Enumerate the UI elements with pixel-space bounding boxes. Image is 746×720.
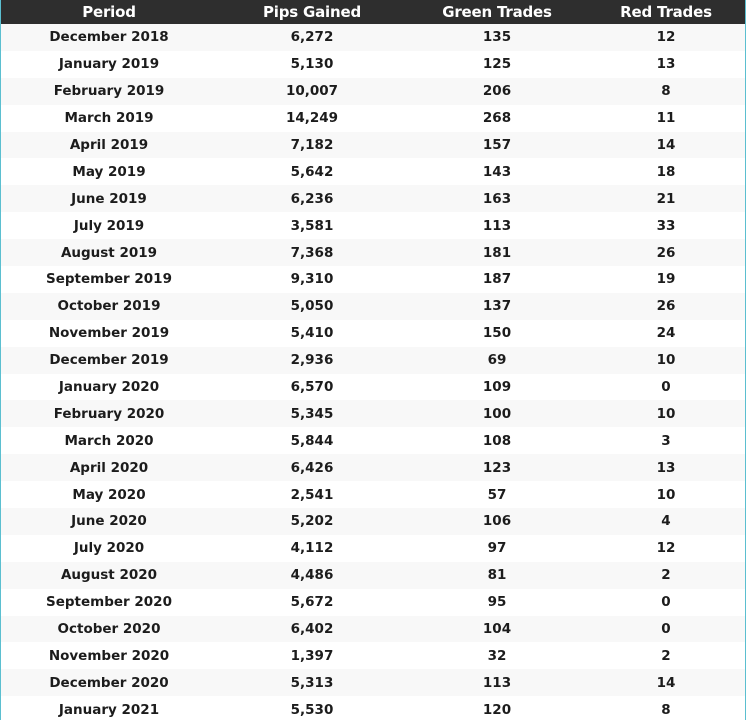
column-header-pips-gained: Pips Gained	[217, 0, 407, 24]
green-trades-cell: 143	[407, 158, 587, 185]
period-cell: March 2020	[1, 427, 217, 454]
green-trades-cell: 95	[407, 589, 587, 616]
table-header	[1, 0, 745, 24]
table-row	[1, 347, 745, 374]
red-trades-cell: 21	[587, 185, 745, 212]
table-row	[1, 481, 745, 508]
green-trades-cell: 113	[407, 669, 587, 696]
pips-gained-cell: 6,272	[217, 24, 407, 51]
red-trades-cell: 4	[587, 508, 745, 535]
green-trades-cell: 181	[407, 239, 587, 266]
period-cell: December 2018	[1, 24, 217, 51]
period-cell: February 2019	[1, 78, 217, 105]
period-cell: June 2019	[1, 185, 217, 212]
pips-gained-cell: 6,402	[217, 616, 407, 643]
red-trades-cell: 0	[587, 616, 745, 643]
pips-gained-cell: 5,313	[217, 669, 407, 696]
header-row	[1, 0, 745, 24]
pips-gained-cell: 6,236	[217, 185, 407, 212]
green-trades-cell: 268	[407, 105, 587, 132]
pips-gained-cell: 5,642	[217, 158, 407, 185]
table-row	[1, 105, 745, 132]
period-cell: November 2020	[1, 642, 217, 669]
table-row	[1, 400, 745, 427]
red-trades-cell: 12	[587, 535, 745, 562]
green-trades-cell: 163	[407, 185, 587, 212]
table-row	[1, 374, 745, 401]
red-trades-cell: 3	[587, 427, 745, 454]
table-row	[1, 535, 745, 562]
green-trades-cell: 104	[407, 616, 587, 643]
green-trades-cell: 150	[407, 320, 587, 347]
green-trades-cell: 97	[407, 535, 587, 562]
period-cell: January 2020	[1, 374, 217, 401]
table-body	[1, 24, 745, 720]
period-cell: February 2020	[1, 400, 217, 427]
table-row	[1, 669, 745, 696]
pips-gained-cell: 5,410	[217, 320, 407, 347]
pips-gained-cell: 3,581	[217, 212, 407, 239]
green-trades-cell: 109	[407, 374, 587, 401]
pips-gained-cell: 14,249	[217, 105, 407, 132]
green-trades-cell: 125	[407, 51, 587, 78]
period-cell: July 2019	[1, 212, 217, 239]
red-trades-cell: 10	[587, 400, 745, 427]
column-header-period: Period	[1, 0, 217, 24]
table-row	[1, 132, 745, 159]
pips-gained-cell: 5,672	[217, 589, 407, 616]
table-row	[1, 427, 745, 454]
green-trades-cell: 123	[407, 454, 587, 481]
table-row	[1, 293, 745, 320]
pips-gained-cell: 7,182	[217, 132, 407, 159]
pips-gained-cell: 2,541	[217, 481, 407, 508]
green-trades-cell: 106	[407, 508, 587, 535]
red-trades-cell: 13	[587, 454, 745, 481]
table-row	[1, 508, 745, 535]
table-row	[1, 642, 745, 669]
table-row	[1, 212, 745, 239]
red-trades-cell: 2	[587, 642, 745, 669]
table-row	[1, 239, 745, 266]
red-trades-cell: 8	[587, 696, 745, 720]
pips-gained-cell: 6,570	[217, 374, 407, 401]
pips-gained-cell: 4,486	[217, 562, 407, 589]
table-row	[1, 589, 745, 616]
pips-gained-cell: 1,397	[217, 642, 407, 669]
pips-gained-cell: 5,050	[217, 293, 407, 320]
table-row	[1, 51, 745, 78]
red-trades-cell: 18	[587, 158, 745, 185]
table-row	[1, 320, 745, 347]
red-trades-cell: 26	[587, 239, 745, 266]
table-row	[1, 78, 745, 105]
pips-gained-cell: 5,202	[217, 508, 407, 535]
period-cell: April 2020	[1, 454, 217, 481]
period-cell: November 2019	[1, 320, 217, 347]
period-cell: March 2019	[1, 105, 217, 132]
period-cell: October 2019	[1, 293, 217, 320]
period-cell: July 2020	[1, 535, 217, 562]
red-trades-cell: 26	[587, 293, 745, 320]
green-trades-cell: 157	[407, 132, 587, 159]
period-cell: December 2020	[1, 669, 217, 696]
red-trades-cell: 12	[587, 24, 745, 51]
period-cell: May 2020	[1, 481, 217, 508]
red-trades-cell: 13	[587, 51, 745, 78]
table-row	[1, 24, 745, 51]
red-trades-cell: 24	[587, 320, 745, 347]
green-trades-cell: 187	[407, 266, 587, 293]
red-trades-cell: 8	[587, 78, 745, 105]
green-trades-cell: 135	[407, 24, 587, 51]
green-trades-cell: 81	[407, 562, 587, 589]
column-header-red-trades: Red Trades	[587, 0, 745, 24]
period-cell: April 2019	[1, 132, 217, 159]
green-trades-cell: 108	[407, 427, 587, 454]
period-cell: May 2019	[1, 158, 217, 185]
red-trades-cell: 2	[587, 562, 745, 589]
green-trades-cell: 120	[407, 696, 587, 720]
table-row	[1, 454, 745, 481]
red-trades-cell: 19	[587, 266, 745, 293]
period-cell: October 2020	[1, 616, 217, 643]
table-row	[1, 185, 745, 212]
pips-gained-cell: 4,112	[217, 535, 407, 562]
pips-gained-cell: 7,368	[217, 239, 407, 266]
red-trades-cell: 10	[587, 347, 745, 374]
red-trades-cell: 33	[587, 212, 745, 239]
pips-gained-cell: 5,844	[217, 427, 407, 454]
table-row	[1, 616, 745, 643]
red-trades-cell: 0	[587, 589, 745, 616]
table-row	[1, 696, 745, 720]
pips-gained-cell: 5,345	[217, 400, 407, 427]
table-row	[1, 562, 745, 589]
red-trades-cell: 10	[587, 481, 745, 508]
column-header-green-trades: Green Trades	[407, 0, 587, 24]
pips-gained-cell: 6,426	[217, 454, 407, 481]
pips-gained-cell: 10,007	[217, 78, 407, 105]
green-trades-cell: 69	[407, 347, 587, 374]
red-trades-cell: 14	[587, 132, 745, 159]
green-trades-cell: 137	[407, 293, 587, 320]
pips-gained-cell: 5,130	[217, 51, 407, 78]
period-cell: August 2020	[1, 562, 217, 589]
period-cell: September 2019	[1, 266, 217, 293]
period-cell: August 2019	[1, 239, 217, 266]
table-row	[1, 266, 745, 293]
pips-gained-cell: 9,310	[217, 266, 407, 293]
table-row	[1, 158, 745, 185]
red-trades-cell: 14	[587, 669, 745, 696]
period-cell: January 2019	[1, 51, 217, 78]
period-cell: January 2021	[1, 696, 217, 720]
green-trades-cell: 206	[407, 78, 587, 105]
pips-gained-cell: 2,936	[217, 347, 407, 374]
green-trades-cell: 32	[407, 642, 587, 669]
green-trades-cell: 113	[407, 212, 587, 239]
period-cell: December 2019	[1, 347, 217, 374]
green-trades-cell: 57	[407, 481, 587, 508]
red-trades-cell: 11	[587, 105, 745, 132]
green-trades-cell: 100	[407, 400, 587, 427]
period-cell: September 2020	[1, 589, 217, 616]
red-trades-cell: 0	[587, 374, 745, 401]
pips-gained-cell: 5,530	[217, 696, 407, 720]
period-cell: June 2020	[1, 508, 217, 535]
monthly-results-table	[1, 0, 745, 720]
